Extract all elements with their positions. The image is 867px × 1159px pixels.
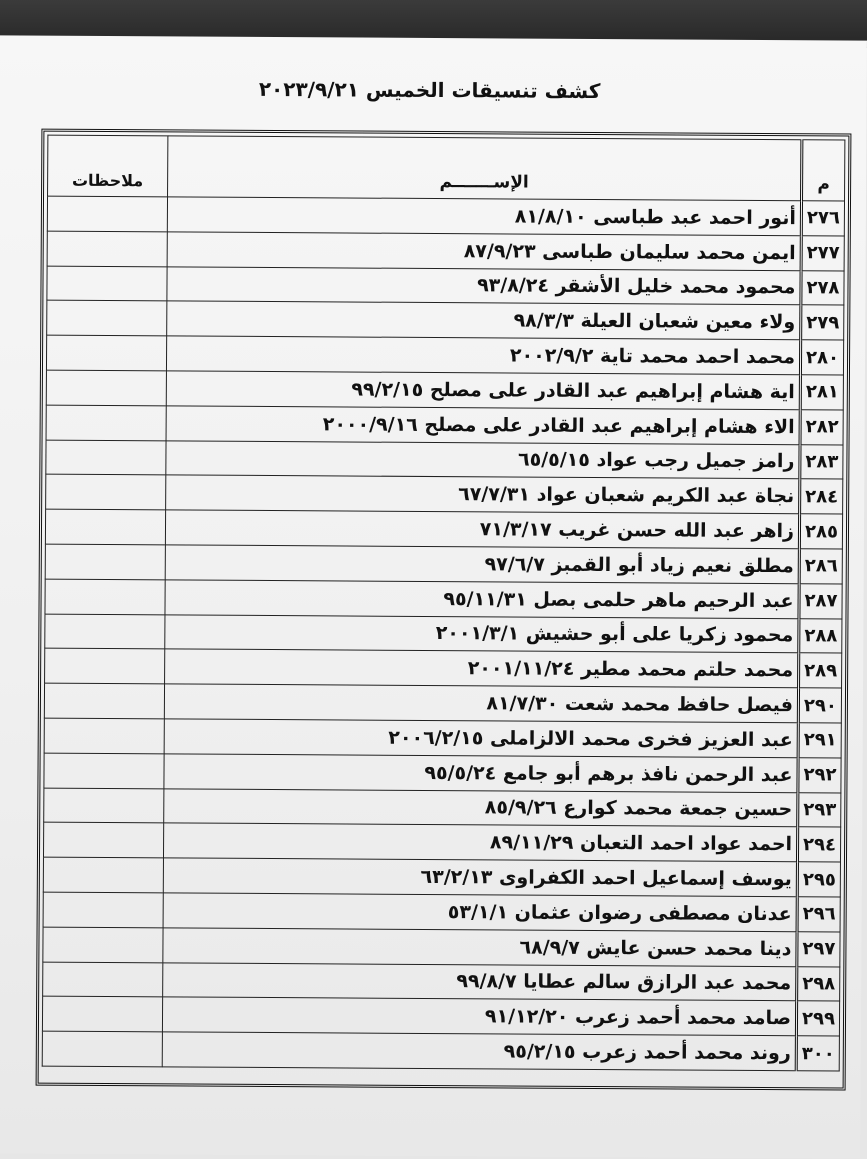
table-row (43, 822, 840, 862)
header-number: م (802, 140, 845, 201)
table-row (47, 196, 844, 236)
table-row (47, 266, 844, 306)
table-row (43, 892, 840, 932)
row-notes (45, 509, 165, 545)
row-notes (46, 335, 166, 371)
document-title: كشف تنسيقات الخميس ٢٠٢٣/٩/٢١ (258, 76, 601, 104)
row-notes (42, 996, 162, 1032)
row-name-date: يوسف إسماعيل احمد الكفراوى ٦٣/٢/١٣ (163, 858, 797, 897)
row-name-date: رامز جميل رجب عواد ٦٥/٥/١٥ (166, 440, 800, 479)
row-number: ٢٩٦ (797, 897, 840, 932)
table-row (44, 753, 841, 793)
row-number: ٢٨٠ (800, 340, 843, 375)
row-name-date: دينا محمد حسن عايش ٦٨/٩/٧ (163, 928, 797, 967)
row-notes (45, 544, 165, 580)
row-name-date: ولاء معين شعبان العيلة ٩٨/٣/٣ (167, 301, 801, 340)
row-name-date: محمد احمد محمد تاية ٢٠٠٢/٩/٢ (166, 336, 800, 375)
table-header-row (48, 135, 845, 201)
table-row (42, 1031, 839, 1071)
row-number: ٢٩٢ (798, 757, 841, 792)
row-number: ٢٩٥ (797, 862, 840, 897)
table-row (46, 370, 843, 410)
row-notes (43, 892, 163, 928)
table-row (45, 544, 842, 584)
row-number: ٣٠٠ (796, 1036, 839, 1071)
row-name-date: نجاة عبد الكريم شعبان عواد ٦٧/٧/٣١ (166, 475, 800, 514)
row-name-date: الاء هشام إبراهيم عبد القادر على مصلح ٢٠٠٠/٩/١٦ (166, 406, 800, 445)
row-number: ٢٩٩ (796, 1001, 839, 1036)
row-notes (43, 822, 163, 858)
row-number: ٢٧٧ (801, 236, 844, 271)
row-number: ٢٧٦ (801, 201, 844, 236)
table-row (42, 996, 839, 1036)
row-number: ٢٨٩ (799, 653, 842, 688)
row-number: ٢٩٧ (797, 931, 840, 966)
table-row (47, 231, 844, 271)
row-notes (47, 196, 167, 232)
table-row (46, 405, 843, 445)
row-notes (42, 1031, 162, 1067)
header-name: الإســـــــم (168, 136, 802, 201)
row-name-date: عبد الرحيم ماهر حلمى بصل ٩٥/١١/٣١ (165, 580, 799, 619)
row-number: ٢٧٨ (801, 270, 844, 305)
row-number: ٢٩٣ (798, 792, 841, 827)
table-row (44, 788, 841, 828)
table-row (45, 648, 842, 688)
names-table-frame (36, 129, 852, 1091)
row-number: ٢٧٩ (801, 305, 844, 340)
table-row (44, 683, 841, 723)
table-row (45, 509, 842, 549)
row-notes (46, 370, 166, 406)
row-name-date: أنور احمد عبد طباسى ٨١/٨/١٠ (167, 197, 801, 236)
row-number: ٢٩٨ (797, 966, 840, 1001)
row-notes (47, 301, 167, 337)
row-notes (45, 614, 165, 650)
row-notes (44, 788, 164, 824)
row-number: ٢٩٤ (797, 827, 840, 862)
row-name-date: روند محمد أحمد زعرب ٩٥/٢/١٥ (162, 1032, 796, 1071)
row-number: ٢٨٥ (799, 514, 842, 549)
table-row (43, 857, 840, 897)
document-page (0, 35, 867, 1158)
row-name-date: صامد محمد أحمد زعرب ٩١/١٢/٢٠ (162, 997, 796, 1036)
row-name-date: عبد العزيز فخرى محمد الالزاملى ٢٠٠٦/٢/١٥ (164, 719, 798, 758)
header-notes: ملاحظات (48, 135, 168, 197)
table-row (46, 440, 843, 480)
row-notes (46, 405, 166, 441)
table-row (45, 579, 842, 619)
row-name-date: عبد الرحمن نافذ برهم أبو جامع ٩٥/٥/٢٤ (164, 754, 798, 793)
row-name-date: زاهر عبد الله حسن غريب ٧١/٣/١٧ (165, 510, 799, 549)
row-notes (43, 857, 163, 893)
row-number: ٢٨١ (800, 375, 843, 410)
row-notes (46, 440, 166, 476)
row-name-date: حسين جمعة محمد كوارع ٨٥/٩/٢٦ (164, 788, 798, 827)
row-number: ٢٨٣ (800, 444, 843, 479)
row-name-date: محمد حلتم محمد مطير ٢٠٠١/١١/٢٤ (165, 649, 799, 688)
row-notes (46, 475, 166, 511)
row-notes (43, 962, 163, 998)
row-number: ٢٩١ (798, 723, 841, 758)
row-notes (45, 648, 165, 684)
row-notes (44, 718, 164, 754)
row-name-date: مطلق نعيم زياد أبو القمبز ٩٧/٦/٧ (165, 545, 799, 584)
row-notes (44, 753, 164, 789)
row-name-date: محمد عبد الرازق سالم عطايا ٩٩/٨/٧ (163, 962, 797, 1001)
row-name-date: ايمن محمد سليمان طباسى ٨٧/٩/٢٣ (167, 232, 801, 271)
table-row (44, 718, 841, 758)
row-name-date: فيصل حافظ محمد شعت ٨١/٧/٣٠ (164, 684, 798, 723)
row-name-date: محمود محمد خليل الأشقر ٩٣/٨/٢٤ (167, 266, 801, 305)
row-notes (45, 579, 165, 615)
row-notes (47, 231, 167, 267)
table-body (42, 196, 844, 1071)
row-name-date: اية هشام إبراهيم عبد القادر على مصلح ٩٩/٢/١٥ (166, 371, 800, 410)
table-row (45, 614, 842, 654)
row-name-date: عدنان مصطفى رضوان عثمان ٥٣/١/١ (163, 893, 797, 932)
row-number: ٢٨٤ (800, 479, 843, 514)
row-number: ٢٨٧ (799, 584, 842, 619)
table-row (43, 962, 840, 1002)
row-number: ٢٩٠ (798, 688, 841, 723)
row-name-date: محمود زكريا على أبو حشيش ٢٠٠١/٣/١ (165, 614, 799, 653)
table-row (47, 301, 844, 341)
row-notes (44, 683, 164, 719)
row-notes (47, 266, 167, 302)
row-name-date: احمد عواد احمد التعبان ٨٩/١١/٢٩ (163, 823, 797, 862)
table-row (46, 475, 843, 515)
row-number: ٢٨٨ (799, 618, 842, 653)
row-number: ٢٨٢ (800, 410, 843, 445)
table-row (43, 927, 840, 967)
row-notes (43, 927, 163, 963)
names-table (42, 135, 846, 1072)
row-number: ٢٨٦ (799, 549, 842, 584)
table-row (46, 335, 843, 375)
